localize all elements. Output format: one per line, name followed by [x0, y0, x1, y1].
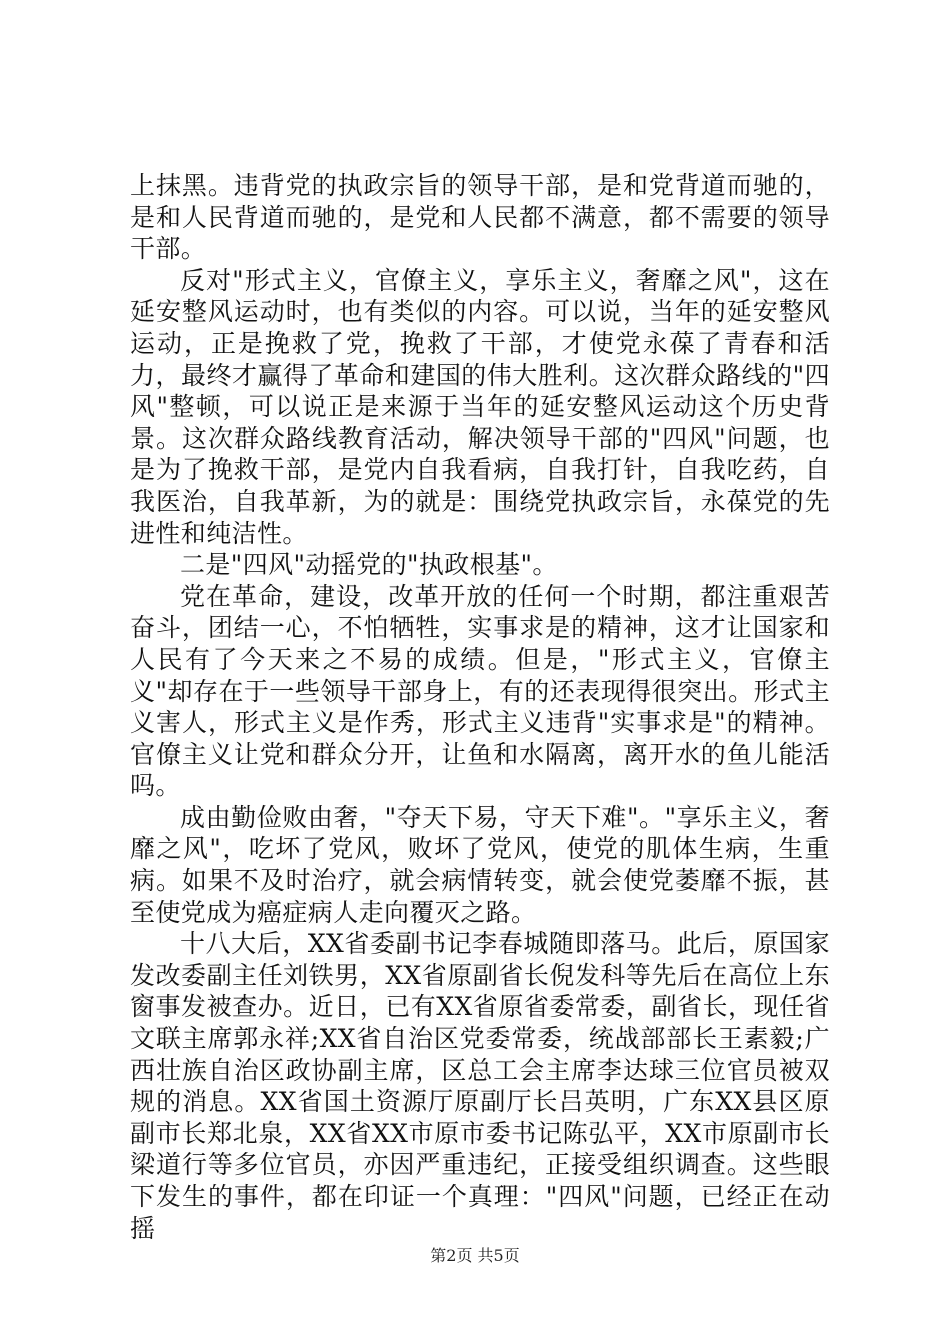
- document-body: [130, 170, 830, 1244]
- paragraph-1: 上抹黑。违背党的执政宗旨的领导干部，是和党背道而驰的，是和人民背道而驰的，是党和人民都不满意，都不需要的领导干部。: [130, 171, 830, 264]
- paragraph-5: 成由勤俭败由奢，"夺天下易，守天下难"。"享乐主义，奢靡之风"，吃坏了党风，败坏了党风，使党的肌体生病，生重病。如果不及时治疗，就会病情转变，就会使党萎靡不振，甚至使党成为癌症病人走向覆灭之路。: [130, 802, 830, 927]
- paragraph-3: 二是"四风"动摇党的"执政根基"。: [180, 550, 558, 580]
- paragraph-6: 十八大后，XX省委副书记李春城随即落马。此后，原国家发改委副主任刘铁男，XX省原副省长倪发科等先后在高位上东窗事发被查办。近日，已有XX省原省委常委，副省长，现任省文联主席郭永祥;XX省自治区党委常委，统战部部长王素毅;广西壮族自治区政协副主席，区总工会主席李达球三位官员被双规的消息。XX省国土资源厅原副厅长吕英明，广东XX县区原副市长郑北泉，XX省XX市原市委书记陈弘平，XX市原副市长梁道行等多位官员，亦因严重违纪，正接受组织调查。这些眼下发生的事件，都在印证一个真理："四风"问题，已经正在动摇: [130, 929, 830, 1243]
- paragraph-2: 反对"形式主义，官僚主义，享乐主义，奢靡之风"，这在延安整风运动时，也有类似的内容。可以说，当年的延安整风运动，正是挽救了党，挽救了干部，才使党永葆了青春和活力，最终才赢得了革命和建国的伟大胜利。这次群众路线的"四风"整顿，可以说正是来源于当年的延安整风运动这个历史背景。这次群众路线教育活动，解决领导干部的"四风"问题，也是为了挽救干部，是党内自我看病，自我打针，自我吃药，自我医治，自我革新，为的就是：围绕党执政宗旨，永葆党的先进性和纯洁性。: [130, 265, 830, 548]
- page-footer: 第2页 共5页: [430, 1246, 520, 1265]
- paragraph-4: 党在革命，建设，改革开放的任何一个时期，都注重艰苦奋斗，团结一心，不怕牺牲，实事求是的精神，这才让国家和人民有了今天来之不易的成绩。但是，"形式主义，官僚主义"却存在于一些领导干部身上，有的还表现得很突出。形式主义害人，形式主义是作秀，形式主义违背"实事求是"的精神。官僚主义让党和群众分开，让鱼和水隔离，离开水的鱼儿能活吗。: [130, 581, 830, 801]
